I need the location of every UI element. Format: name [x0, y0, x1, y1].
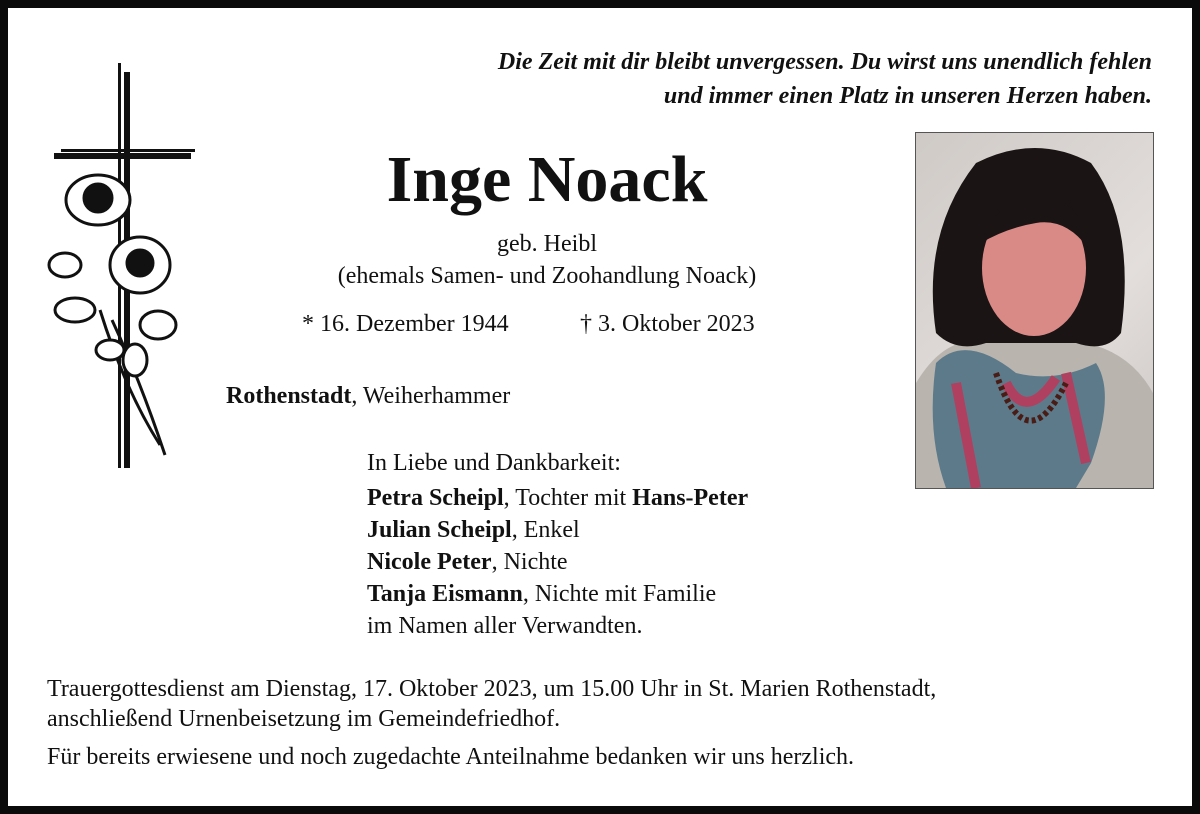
mourner-name: Petra Scheipl	[367, 485, 504, 511]
residence-rest: , Weiherhammer	[351, 383, 511, 409]
death-date: † 3. Oktober 2023	[580, 311, 755, 337]
mourner-relation: , Nichte	[491, 549, 568, 575]
quote-line-1: Die Zeit mit dir bleibt unvergessen. Du wirst uns unendlich fehlen	[497, 49, 1152, 75]
service-line-1: Trauergottesdienst am Dienstag, 17. Oktober 2023, um 15.00 Uhr in St. Marien Rothenstadt,	[47, 676, 937, 702]
mourner-row	[367, 548, 568, 576]
residence-town: Rothenstadt	[226, 383, 352, 409]
mourner-name: Julian Scheipl	[367, 517, 512, 543]
mourners-intro: In Liebe und Dankbarkeit:	[367, 450, 621, 476]
quote-line-2: und immer einen Platz in unseren Herzen haben.	[663, 83, 1152, 109]
mourner-name: Tanja Eismann	[367, 581, 523, 607]
mourner-relation: , Enkel	[511, 517, 580, 543]
mourner-relation: , Nichte mit Familie	[522, 581, 717, 607]
birth-date: * 16. Dezember 1944	[302, 311, 509, 337]
cross-with-roses-icon	[40, 60, 210, 475]
residence	[226, 382, 510, 410]
mourner-row	[367, 516, 580, 544]
mourner-row	[367, 580, 716, 608]
portrait-photo	[915, 132, 1154, 489]
service-line-2: anschließend Urnenbeisetzung im Gemeindefriedhof.	[47, 706, 561, 732]
mourner-name: Nicole Peter	[367, 549, 492, 575]
portrait-image	[916, 133, 1153, 488]
mourner-relation: , Tochter mit	[503, 485, 633, 511]
deceased-name: Inge Noack	[386, 143, 708, 216]
former-business: (ehemals Samen- und Zoohandlung Noack)	[337, 263, 757, 289]
mourner-name: Hans-Peter	[632, 485, 749, 511]
birth-name: geb. Heibl	[497, 231, 597, 257]
mourners-closing: im Namen aller Verwandten.	[367, 613, 643, 639]
thanks: Für bereits erwiesene und noch zugedachte Anteilnahme bedanken wir uns herzlich.	[47, 744, 855, 770]
mourner-row	[367, 484, 748, 512]
